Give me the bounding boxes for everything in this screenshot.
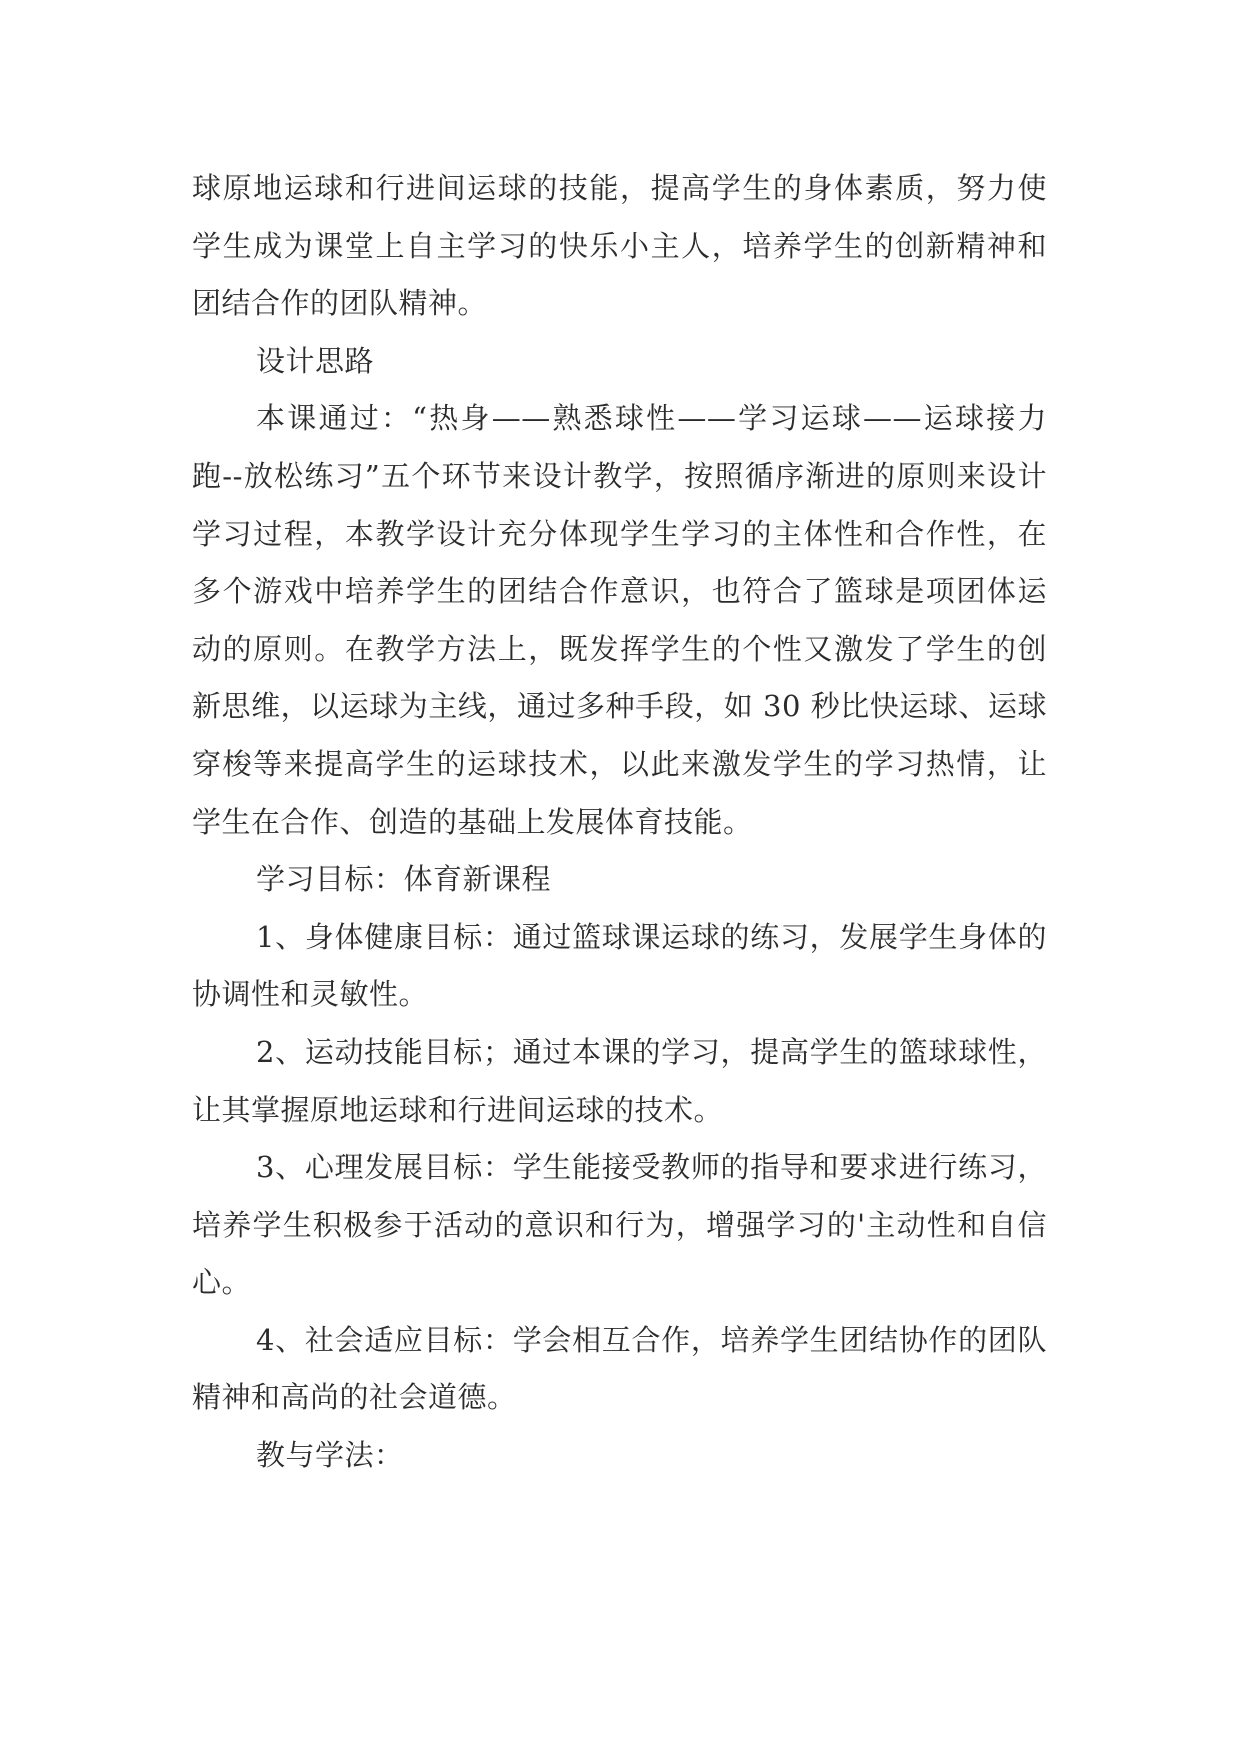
paragraph-goal-4: 4、社会适应目标：学会相互合作，培养学生团结协作的团队精神和高尚的社会道德。	[192, 1322, 1047, 1415]
paragraph-design-body: 本课通过：“热身——熟悉球性——学习运球——运球接力跑--放松练习”五个环节来设计教学，按照循序渐进的原则来设计学习过程，本教学设计充分体现学生学习的主体性和合作性，在多个游戏中培养学生的团结合作意识，也符合了篮球是项团体运动的原则。在教学方法上，既发挥学生的个性又激发了学生的创新思维，以运球为主线，通过多种手段，如 30 秒比快运球、运球穿梭等来提高学生的运球技术，以此来激发学生的学习热情，让学生在合作、创造的基础上发展体育技能。	[192, 401, 1047, 839]
paragraph-goal-3: 3、心理发展目标：学生能接受教师的指导和要求进行练习，培养学生积极参于活动的意识和行为，增强学习的'主动性和自信心。	[192, 1150, 1047, 1300]
heading-learning-goals: 学习目标：体育新课程	[256, 862, 552, 897]
paragraph-goal-2: 2、运动技能目标；通过本课的学习，提高学生的篮球球性，让其掌握原地运球和行进间运球的技术。	[192, 1034, 1047, 1127]
document-body	[192, 160, 1047, 1485]
heading-design: 设计思路	[256, 343, 375, 378]
paragraph-intro-continuation: 球原地运球和行进间运球的技能，提高学生的身体素质，努力使学生成为课堂上自主学习的快乐小主人，培养学生的创新精神和团结合作的团队精神。	[192, 171, 1047, 321]
heading-teaching-methods: 教与学法：	[256, 1438, 404, 1473]
paragraph-goal-1: 1、身体健康目标：通过篮球课运球的练习，发展学生身体的协调性和灵敏性。	[192, 919, 1047, 1012]
